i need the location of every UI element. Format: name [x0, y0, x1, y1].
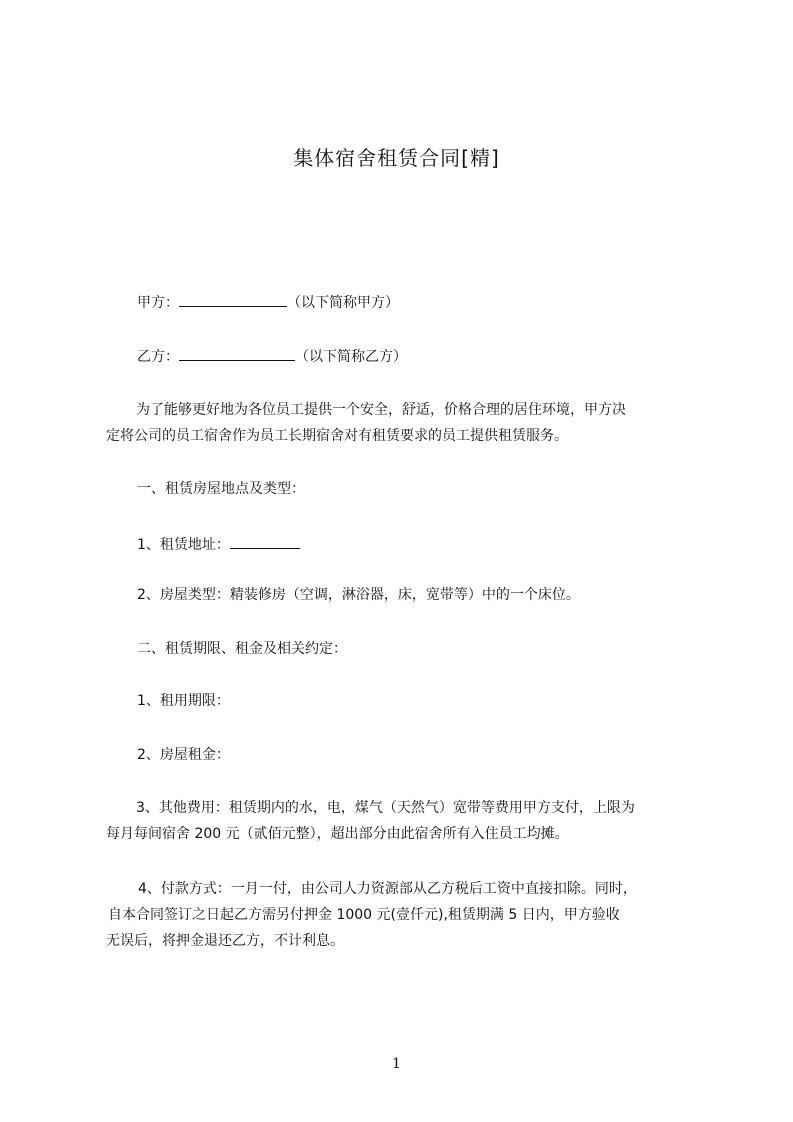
intro-line-1: 为了能够更好地为各位员工提供一个安全，舒适，价格合理的居住环境，甲方决 — [136, 402, 626, 418]
section-1-heading: 一、租赁房屋地点及类型： — [137, 481, 305, 497]
other-fees-paragraph — [106, 795, 696, 847]
party-b-blank — [179, 346, 295, 361]
party-a-label: 甲方： — [137, 295, 179, 311]
party-b-line — [137, 346, 407, 366]
rental-address-line — [137, 534, 300, 554]
other-fees-line-1: 3、其他费用：租赁期内的水，电，煤气（天然气）宽带等费用甲方支付，上限为 — [136, 800, 635, 816]
other-fees-line-2: 每月每间宿舍 200 元（贰佰元整），超出部分由此宿舍所有入住员工均摊。 — [106, 826, 569, 842]
payment-method-line-1: 4、付款方式：一月一付，由公司人力资源部从乙方税后工资中直接扣除。同时， — [138, 881, 637, 897]
party-a-line — [137, 292, 399, 312]
payment-method-line-2: 自本合同签订之日起乙方需另付押金 1000 元(壹仟元),租赁期满 5 日内，甲方验收 — [108, 907, 620, 923]
party-a-note: （以下简称甲方） — [287, 295, 399, 311]
intro-line-2: 定将公司的员工宿舍作为员工长期宿舍对有租赁要求的员工提供租赁服务。 — [106, 428, 568, 444]
section-2-heading: 二、租赁期限、租金及相关约定： — [137, 641, 347, 657]
rental-address-label: 1、租赁地址： — [137, 537, 230, 553]
house-type-line: 2、房屋类型：精装修房（空调，淋浴器，床，宽带等）中的一个床位。 — [137, 587, 580, 603]
party-b-label: 乙方： — [137, 349, 179, 365]
page-number: 1 — [392, 1056, 401, 1072]
payment-method-paragraph — [106, 876, 696, 954]
party-b-note: （以下简称乙方） — [295, 349, 407, 365]
party-a-blank — [179, 292, 287, 307]
lease-term-line: 1、租用期限： — [137, 693, 230, 709]
payment-method-line-3: 无误后，将押金退还乙方，不计利息。 — [106, 933, 344, 949]
document-title: 集体宿舍租赁合同[精] — [293, 146, 500, 170]
rental-address-blank — [230, 534, 300, 549]
house-rent-line: 2、房屋租金： — [137, 747, 230, 763]
intro-paragraph — [106, 397, 696, 449]
